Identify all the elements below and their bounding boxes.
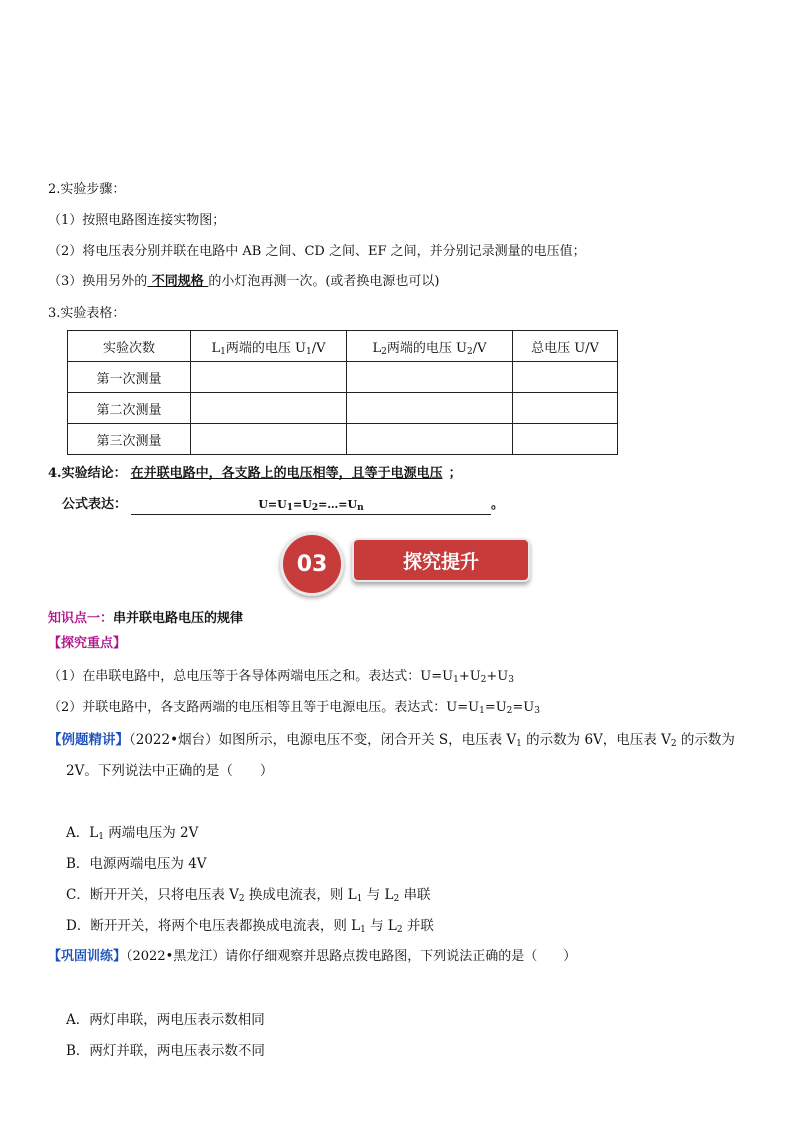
- table-cell: [347, 424, 513, 455]
- practice-question-text: （2022•黑龙江）请你仔细观察并思路点拨电路图，下列说法正确的是（ ）: [126, 949, 577, 964]
- table-row-label: 第三次测量: [68, 424, 191, 455]
- step2-item-1: （1）按照电路图连接实物图；: [48, 213, 226, 228]
- table-cell: [513, 424, 618, 455]
- table-cell: [347, 362, 513, 393]
- step3-heading: 3.实验表格：: [48, 306, 126, 321]
- table-row-label: 第一次测量: [68, 362, 191, 393]
- experiment-table: [67, 330, 618, 455]
- example-option-d: D．断开开关，将两个电压表都换成电流表，则 $L_1$ 与 $L_2$ 并联: [66, 918, 434, 935]
- example-question: 【例题精讲】（2022•烟台）如图所示，电源电压不变，闭合开关 S，电压表 $V_1$ 的示数为 6V，电压表 $V_2$ 的示数为: [48, 732, 735, 749]
- example-option-b: B．电源两端电压为 4V: [66, 856, 207, 872]
- focus-point-2: （2）并联电路中，各支路两端的电压相等且等于电源电压。表达式：$U=U_1=U_2=U_3$: [48, 700, 540, 716]
- example-question-line2: 2V。下列说法中正确的是（ ）: [66, 763, 274, 779]
- table-row: [68, 424, 618, 455]
- section-title-pill: 探究提升: [352, 538, 530, 582]
- step2-item-3-pre: （3）换用另外的: [48, 274, 148, 289]
- practice-tag: 【巩固训练】: [48, 949, 127, 964]
- formula-blank: $U=U_1=U_2=\dots=U_n$: [131, 496, 491, 515]
- step4-heading: 4.实验结论：: [48, 466, 127, 481]
- formula-end: 。: [491, 497, 505, 512]
- knowledge-label: 知识点一：: [48, 611, 114, 626]
- table-cell: [191, 424, 347, 455]
- table-cell: [513, 362, 618, 393]
- table-cell: [513, 393, 618, 424]
- table-header-row: [68, 331, 618, 362]
- table-header-cell: 实验次数: [68, 331, 191, 362]
- table-header-cell: 总电压 U/V: [513, 331, 618, 362]
- example-option-c: C．断开开关，只将电压表 $V_2$ 换成电流表，则 $L_1$ 与 $L_2$ 串联: [66, 887, 431, 904]
- focus-tag: 【探究重点】: [48, 636, 127, 651]
- step4-formula: [62, 496, 504, 515]
- step2-heading: 2.实验步骤：: [48, 182, 126, 197]
- table-header-cell: $L_2$两端的电压 $U_2/V$: [347, 331, 513, 362]
- step2-item-3-blank: 不同规格: [147, 274, 209, 289]
- table-row-label: 第二次测量: [68, 393, 191, 424]
- table-row: [68, 362, 618, 393]
- formula-label: 公式表达：: [62, 497, 128, 512]
- step4-conclusion-text: 在并联电路中，各支路上的电压相等，且等于电源电压: [130, 466, 443, 481]
- step2-item-3-post: 的小灯泡再测一次。(或者换电源也可以): [208, 274, 440, 289]
- knowledge-title: 串并联电路电压的规律: [113, 611, 244, 626]
- step4-end: ；: [448, 466, 462, 481]
- step2-item-3: [48, 273, 440, 291]
- step4-conclusion: [48, 465, 462, 483]
- example-tag: 【例题精讲】: [48, 732, 129, 748]
- step2-item-2: （2）将电压表分别并联在电路中 AB 之间、CD 之间、EF 之间，并分别记录测量的电压值；: [48, 244, 586, 259]
- section-banner: [280, 532, 530, 592]
- table-cell: [347, 393, 513, 424]
- table-row: [68, 393, 618, 424]
- focus-point-1: （1）在串联电路中，总电压等于各导体两端电压之和。表达式：$U=U_1+U_2+U_3$: [48, 669, 514, 685]
- section-number-badge: 03: [280, 532, 344, 596]
- knowledge-point-heading: [48, 610, 243, 628]
- example-option-a: A．$L_1$ 两端电压为 2V: [66, 825, 199, 842]
- practice-option-b: B．两灯并联，两电压表示数不同: [66, 1043, 265, 1059]
- table-cell: [191, 362, 347, 393]
- table-header-cell: $L_1$两端的电压 $U_1/V$: [191, 331, 347, 362]
- table-cell: [191, 393, 347, 424]
- practice-question: [48, 948, 576, 966]
- practice-option-a: A．两灯串联，两电压表示数相同: [66, 1012, 265, 1028]
